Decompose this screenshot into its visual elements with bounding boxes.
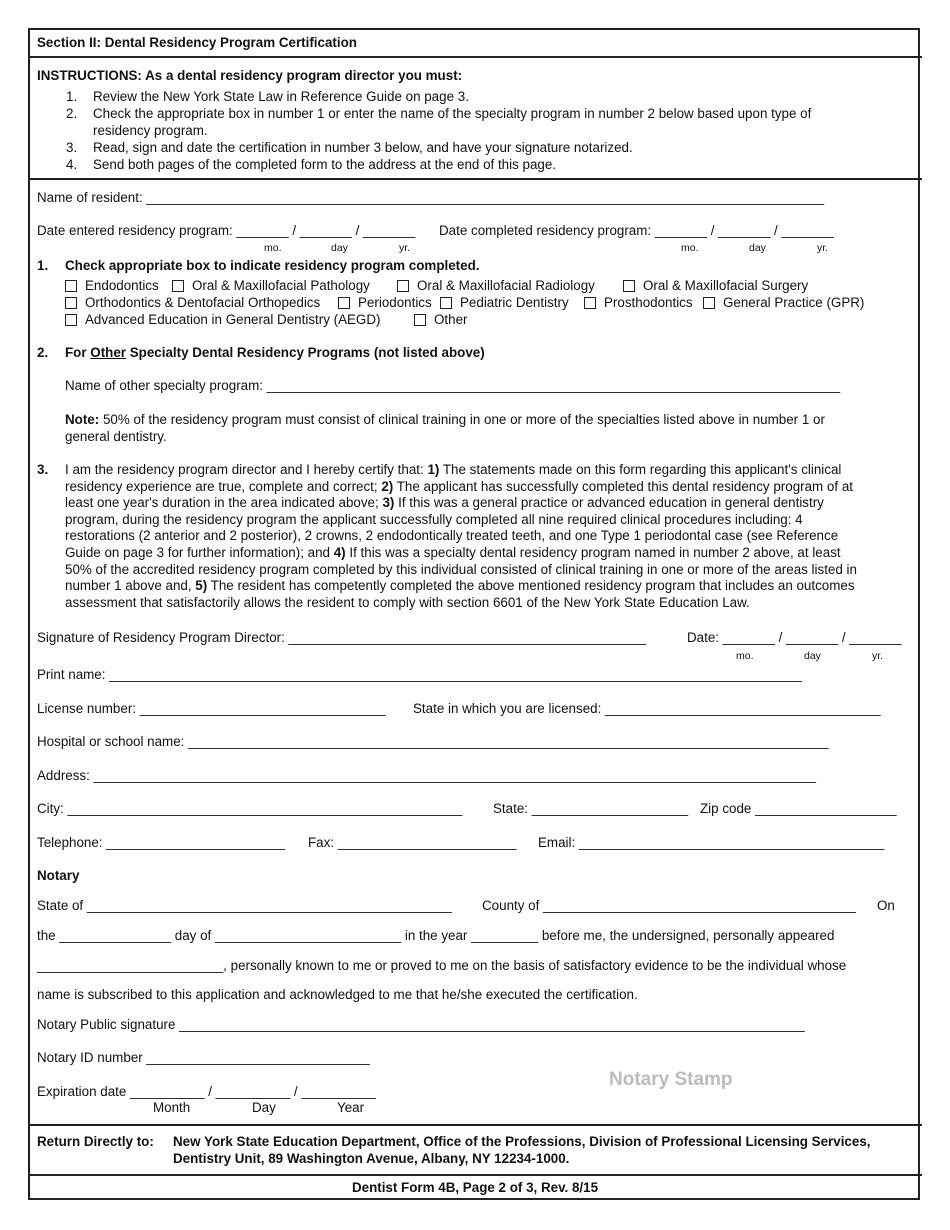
option-label: Oral & Maxillofacial Pathology bbox=[192, 278, 370, 293]
divider bbox=[28, 178, 922, 180]
option-endodontics[interactable] bbox=[65, 278, 159, 293]
checkbox[interactable] bbox=[623, 280, 635, 292]
date-sub-day: day bbox=[804, 650, 821, 662]
zip-field[interactable]: Zip code ___________________ bbox=[700, 801, 897, 816]
director-signature-field[interactable]: Signature of Residency Program Director: ________________________________________________ bbox=[37, 630, 647, 645]
checkbox[interactable] bbox=[65, 297, 77, 309]
divider bbox=[28, 1174, 922, 1176]
certification-line: I am the residency program director and I hereby certify that: 1) The statements made on this form regarding this applicant's clinical bbox=[65, 462, 842, 477]
option-prosthodontics[interactable] bbox=[584, 295, 693, 310]
option-periodontics[interactable] bbox=[338, 295, 432, 310]
instruction-text: Check the appropriate box in number 1 or enter the name of the specialty program in number 2 below based upon type of bbox=[93, 106, 812, 121]
checkbox[interactable] bbox=[584, 297, 596, 309]
date-entered-field[interactable]: Date entered residency program: _______ / _______ / _______ bbox=[37, 223, 416, 238]
state-licensed-field[interactable]: State in which you are licensed: _____________________________________ bbox=[413, 701, 881, 716]
option-label: Orthodontics & Dentofacial Orthopedics bbox=[85, 295, 321, 310]
date-sub-day: day bbox=[331, 242, 348, 254]
option-pediatric[interactable] bbox=[440, 295, 569, 310]
option-label: Endodontics bbox=[85, 278, 159, 293]
other-specialty-field[interactable]: Name of other specialty program: _____________________________________________________________________________ bbox=[65, 378, 841, 393]
checkbox[interactable] bbox=[65, 280, 77, 292]
sub-year: Year bbox=[337, 1100, 365, 1115]
checkbox[interactable] bbox=[397, 280, 409, 292]
divider bbox=[28, 1124, 922, 1126]
date-sub-yr: yr. bbox=[872, 650, 884, 662]
divider bbox=[28, 56, 922, 58]
expiration-date-field[interactable]: Expiration date __________ / __________ / __________ bbox=[37, 1084, 376, 1099]
date-sub-yr: yr. bbox=[399, 242, 411, 254]
instruction-num: 4. bbox=[66, 157, 78, 172]
fax-field[interactable]: Fax: ________________________ bbox=[308, 835, 517, 850]
footer: Dentist Form 4B, Page 2 of 3, Rev. 8/15 bbox=[351, 1180, 599, 1195]
certification-text bbox=[65, 462, 905, 611]
telephone-field[interactable]: Telephone: ________________________ bbox=[37, 835, 285, 850]
date-sub-mo: mo. bbox=[681, 242, 699, 254]
sub-day: Day bbox=[252, 1100, 276, 1115]
address-field[interactable]: Address: _________________________________________________________________________________________________ bbox=[37, 768, 816, 783]
option-label: Oral & Maxillofacial Surgery bbox=[643, 278, 809, 293]
checkbox[interactable] bbox=[440, 297, 452, 309]
certification-line: 50% of the accredited residency program completed by this individual consisted of clinical training in one or more of the areas listed in bbox=[65, 561, 857, 577]
hospital-field[interactable]: Hospital or school name: ______________________________________________________________________________________ bbox=[37, 734, 829, 749]
option-label: Prosthodontics bbox=[604, 295, 693, 310]
q1-number: 1. bbox=[37, 258, 49, 273]
instruction-text: residency program. bbox=[93, 123, 208, 138]
return-label: Return Directly to: bbox=[37, 1134, 154, 1149]
option-other[interactable] bbox=[414, 312, 468, 327]
certification-line: program, during the residency program the applicant successfully completed all nine required clinical procedures including: 4 bbox=[65, 511, 803, 527]
notary-line-3[interactable]: _________________________, personally known to me or proved to me on the basis of satisfactory evidence to be the individual whose bbox=[37, 958, 847, 973]
return-address-line1: New York State Education Department, Office of the Professions, Division of Professional Licensing Services, bbox=[173, 1134, 871, 1149]
section-title: Section II: Dental Residency Program Certification bbox=[37, 35, 357, 50]
notary-id-field[interactable]: Notary ID number ______________________________ bbox=[37, 1050, 370, 1065]
option-aegd[interactable] bbox=[65, 312, 380, 327]
instruction-num: 2. bbox=[66, 106, 78, 121]
q1-heading: Check appropriate box to indicate residency program completed. bbox=[65, 258, 480, 273]
checkbox[interactable] bbox=[703, 297, 715, 309]
checkbox[interactable] bbox=[414, 314, 426, 326]
state-field[interactable]: State: _____________________ bbox=[493, 801, 689, 816]
print-name-field[interactable]: Print name: _____________________________________________________________________________________________ bbox=[37, 667, 802, 682]
option-label: Periodontics bbox=[358, 295, 432, 310]
option-orthodontics[interactable] bbox=[65, 295, 320, 310]
notary-signature-field[interactable]: Notary Public signature ____________________________________________________________________________________ bbox=[37, 1017, 805, 1032]
instruction-text: Send both pages of the completed form to the address at the end of this page. bbox=[93, 157, 557, 172]
certification-line: assessment that satisfactorily allows the resident to comply with section 6601 of the New York State Education Law. bbox=[65, 594, 750, 610]
instruction-text: Review the New York State Law in Reference Guide on page 3. bbox=[93, 89, 469, 104]
note: Note: 50% of the residency program must consist of clinical training in one or more of the specialties listed above in number 1 or bbox=[65, 412, 825, 427]
note-cont: general dentistry. bbox=[65, 429, 167, 444]
note-label: Note: bbox=[65, 412, 100, 427]
date-sub-day: day bbox=[749, 242, 766, 254]
q2-heading: For Other Specialty Dental Residency Programs (not listed above) bbox=[65, 345, 485, 360]
date-sub-mo: mo. bbox=[264, 242, 282, 254]
option-label: Pediatric Dentistry bbox=[460, 295, 569, 310]
city-field[interactable]: City: _____________________________________________________ bbox=[37, 801, 463, 816]
notary-state-field[interactable]: State of _________________________________________________ bbox=[37, 898, 452, 913]
notary-county-field[interactable]: County of __________________________________________ bbox=[482, 898, 856, 913]
certification-line: number 1 above and, 5) The resident has competently completed the above mentioned residency program that includes an outcomes bbox=[65, 578, 855, 594]
name-of-resident-field[interactable]: Name of resident: ___________________________________________________________________________________________ bbox=[37, 190, 825, 205]
certification-line: least one year's duration in the area indicated above; 3) If this was a general practice or advanced education in general dentistry bbox=[65, 495, 824, 511]
checkbox[interactable] bbox=[338, 297, 350, 309]
instructions-heading: INSTRUCTIONS: As a dental residency program director you must: bbox=[37, 68, 463, 83]
option-gpr[interactable] bbox=[703, 295, 864, 310]
date-completed-field[interactable]: Date completed residency program: _______ / _______ / _______ bbox=[439, 223, 834, 238]
email-field[interactable]: Email: _________________________________________ bbox=[538, 835, 885, 850]
option-oral-radiology[interactable] bbox=[397, 278, 595, 293]
license-number-field[interactable]: License number: _________________________________ bbox=[37, 701, 386, 716]
option-label: Other bbox=[434, 312, 468, 327]
date-sub-mo: mo. bbox=[736, 650, 754, 662]
notary-on: On bbox=[877, 898, 895, 913]
return-address-line2: Dentistry Unit, 89 Washington Avenue, Albany, NY 12234-1000. bbox=[173, 1151, 570, 1166]
notary-stamp-placeholder: Notary Stamp bbox=[609, 1069, 733, 1090]
checkbox[interactable] bbox=[65, 314, 77, 326]
notary-line-2[interactable]: the _______________ day of _________________________ in the year _________ before me, the undersigned, personally appeared bbox=[37, 928, 835, 943]
instruction-num: 3. bbox=[66, 140, 78, 155]
checkbox[interactable] bbox=[172, 280, 184, 292]
notary-line-4: name is subscribed to this application and acknowledged to me that he/she executed the certification. bbox=[37, 987, 638, 1002]
option-oral-pathology[interactable] bbox=[172, 278, 370, 293]
date-sub-yr: yr. bbox=[817, 242, 829, 254]
certification-line: Guide on page 3 for further information); and 4) If this was a specialty dental residency program named in number 2 above, at least bbox=[65, 544, 841, 560]
option-oral-surgery[interactable] bbox=[623, 278, 808, 293]
option-label: Oral & Maxillofacial Radiology bbox=[417, 278, 595, 293]
director-date-field[interactable]: Date: _______ / _______ / _______ bbox=[687, 630, 902, 645]
option-label: Advanced Education in General Dentistry (AEGD) bbox=[85, 312, 381, 327]
instruction-text: Read, sign and date the certification in number 3 below, and have your signature notarized. bbox=[93, 140, 633, 155]
certification-line: residency experience are true, complete and correct; 2) The applicant has successfully completed this dental residency program of at bbox=[65, 478, 853, 494]
certification-line: restorations (2 anterior and 2 posterior), 2 crowns, 2 endodontically treated teeth, and one Type 1 periodontal case (see Reference bbox=[65, 528, 839, 544]
q2-heading-underlined: Other bbox=[90, 345, 127, 360]
instruction-num: 1. bbox=[66, 89, 78, 104]
notary-heading: Notary bbox=[37, 868, 80, 883]
option-label: General Practice (GPR) bbox=[723, 295, 865, 310]
q2-number: 2. bbox=[37, 345, 49, 360]
q3-number: 3. bbox=[37, 462, 49, 477]
sub-month: Month bbox=[153, 1100, 191, 1115]
